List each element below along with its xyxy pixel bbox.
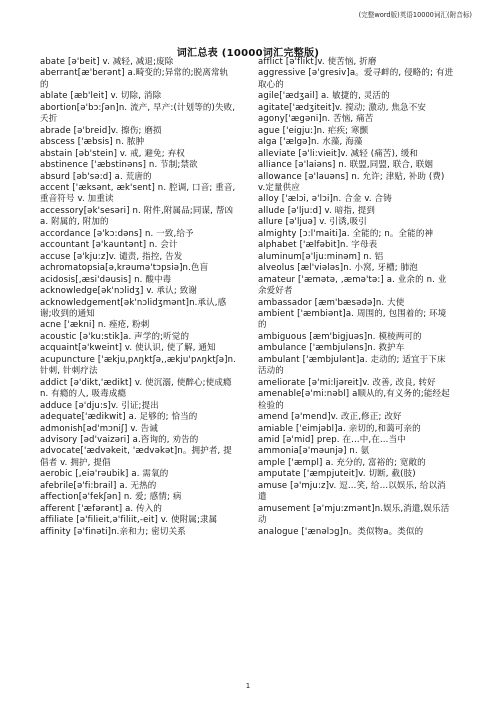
dictionary-entry: ample ['æmpl] a. 充分的, 富裕的; 宽敞的 [258, 457, 426, 468]
dictionary-entry: allude [ə'lju:d] v. 暗指, 提到 [258, 205, 375, 216]
dictionary-entry: amenable[ə'mi:nəbl] a顺从的,有义务的;能经起检验的 [258, 389, 450, 411]
dictionary-entry: accuse [ə'kju:z]v. 谴责, 指控, 告发 [40, 251, 183, 262]
dictionary-entry: alliance [ə'laiəns] n. 联盟,同盟, 联合, 联姻 [258, 160, 434, 171]
dictionary-entry: ambulance ['æmbjuləns]n. 救护车 [258, 343, 405, 354]
dictionary-entry: ambassador [æm'bæsədə]n. 大使 [258, 297, 405, 308]
dictionary-entry: acidosis[,æsi'dəusis] n. 酸中毒 [40, 274, 172, 285]
dictionary-entry: alloy ['ælɔi, ə'lɔi]n. 合金 v. 合铸 [258, 194, 392, 205]
dictionary-entry: abrade [ə'breid]v. 擦伤; 磨损 [40, 125, 162, 136]
dictionary-entry: abstinence ['æbstinəns] n. 节制;禁欲 [40, 160, 198, 171]
dictionary-entry: afferent ['æfərənt] a. 传入的 [40, 503, 163, 514]
dictionary-entry: abate [ə'beit] v. 减轻, 减退;废除 [40, 57, 174, 67]
dictionary-entry: ambient ['æmbiənt]a. 周围的, 包围着的; 环境的 [258, 308, 447, 331]
dictionary-entry: aerobic [,eiə'rəubik] a. 需氧的 [40, 469, 169, 480]
dictionary-entry: allowance [ə'lauəns] n. 允许; 津贴, 补助 (费) v.定量供应 [258, 171, 445, 193]
dictionary-entry: amend [ə'mend]v. 改正,修正; 改好 [258, 412, 402, 423]
dictionary-entry: acne ['ækni] n. 痤疮, 粉刺 [40, 320, 150, 331]
dictionary-entry: adduce [ə'dju:s]v. 引证;提出 [40, 400, 159, 411]
dictionary-entry: amateur ['æmətə, ,æmə'tə:] a. 业余的 n. 业余爱好者 [258, 274, 447, 297]
dictionary-entry: agitate['ædʒiteit]v. 搅动; 激动, 焦急不安 [258, 102, 427, 113]
dictionary-entry: aggressive [ə'gresiv]a。爱寻衅的, 侵略的; 有进取心的 [258, 68, 454, 90]
dictionary-entry: ablate [æb'leit] v. 切除, 消除 [40, 91, 162, 102]
dictionary-entry: ambiguous [æm'bigjuəs]n. 模棱两可的 [258, 331, 422, 342]
dictionary-entry: agony['ægəni]n. 苦恼, 痛苦 [258, 114, 374, 125]
dictionary-entry: alleviate [ə'li:vieit]v. 减轻 (痛苦), 缓和 [258, 148, 419, 159]
dictionary-entry: affection[ə'fekʃən] n. 爱; 感情; 病 [40, 492, 182, 503]
dictionary-entry: acknowledge[ək'nɔlidʒ] v. 承认; 致谢 [40, 286, 198, 297]
dictionary-entry: acknowledgement[ək'nɔlidʒmənt]n.承认,感谢;收到的通知 [40, 297, 227, 319]
dictionary-entry: abscess ['æbsis] n. 脓肿 [40, 137, 145, 148]
dictionary-entry: advisory [əd'vaizəri] a.咨询的, 劝告的 [40, 434, 199, 445]
dictionary-entry: abstain [əb'stein] v. 戒, 避免; 弃权 [40, 148, 185, 159]
dictionary-entry: analogue ['ænəlɔg]n。类似物a。类似的 [258, 526, 424, 537]
running-header: (完整word版)英语10000词汇(附音标) [358, 11, 472, 19]
right-column [258, 57, 454, 538]
dictionary-entry: amiable ['eimjəbl]a. 亲切的,和蔼可亲的 [258, 423, 421, 434]
dictionary-entry: abortion[ə'bɔ:ʃən]n. 流产, 早产:(计划等的)失败,夭折 [40, 102, 236, 125]
dictionary-entry: accountant [ə'kauntənt] n. 会计 [40, 240, 178, 251]
dictionary-entry: advocate['ædvəkeit, 'ædvəkət]n。拥护者, 提倡者 v. 拥护, 提倡 [40, 446, 232, 468]
dictionary-entry: affinity [ə'finəti]n.亲和力; 密切关系 [40, 526, 186, 537]
dictionary-entry: accordance [ə'kɔ:dəns] n. 一致,给予 [40, 228, 194, 239]
dictionary-entry: ague ['eigju:]n. 疟疾; 寒颤 [258, 125, 369, 136]
dictionary-entry: afebrile[ə'fi:brail] a. 无热的 [40, 480, 157, 491]
dictionary-entry: alga ['ælgə]n. 水藻, 海藻 [258, 137, 363, 148]
dictionary-entry: achromatopsia[ə,krəumə'tɔpsiə]n.色盲 [40, 263, 209, 274]
dictionary-entry: acoustic [ə'ku:stik]a. 声学的;听觉的 [40, 331, 190, 342]
dictionary-entry: ammonia[ə'məunjə] n. 氨 [258, 446, 370, 457]
document-title: 词汇总表 (10000词汇完整版) [176, 48, 320, 59]
dictionary-entry: accent ['æksənt, æk'sent] n. 腔调, 口音; 重音, 重音符号 v. 加重读 [40, 182, 236, 205]
left-column [40, 57, 236, 538]
dictionary-entry: allure [ə'ljuə] v. 引诱,吸引 [258, 217, 367, 228]
dictionary-entry: acupuncture ['ækjuˌpʌŋktʃə,,ækju'pʌŋktʃə]n. 针刺, 针刺疗法 [40, 354, 236, 377]
dictionary-entry: admonish[əd'mɔniʃ] v. 告诫 [40, 423, 158, 434]
dictionary-entry: ambulant ['æmbjulənt]a. 走动的; 适宜于下床活动的 [258, 354, 446, 377]
dictionary-entry: afflict [ə'flikt]v. 使苦恼, 折磨 [258, 57, 377, 67]
dictionary-entry: affiliate [ə'filieit,ə'filiit,-eit] v. 使附属;隶属 [40, 515, 218, 526]
dictionary-entry: almighty [ɔ:l'maiti]a. 全能的; n。全能的神 [258, 228, 434, 239]
dictionary-entry: amid [ə'mid] prep. 在…中,在…当中 [258, 434, 406, 445]
dictionary-entry: aluminum[ə'lju:minəm] n. 铝 [258, 251, 384, 262]
dictionary-entry: agile['ædʒail] a. 敏捷的, 灵活的 [258, 91, 390, 102]
dictionary-entry: ameliorate [ə'mi:ljəreit]v. 改善, 改良, 转好 [258, 377, 436, 388]
dictionary-entry: absurd [əb'sə:d] a. 荒唐的 [40, 171, 152, 182]
dictionary-entry: amuse [ə'mju:z]v. 逗…笑, 给…以娱乐, 给以消遣 [258, 480, 446, 503]
dictionary-entry: alveolus [æl'viələs]n. 小窝, 牙槽; 肺泡 [258, 263, 418, 274]
page-number: 1 [245, 682, 251, 690]
dictionary-entry: accessory[ək'sesəri] n. 附件,附属品;同谋, 帮凶 a. 附属的, 附加的 [40, 205, 234, 228]
dictionary-entry: alphabet ['ælfəbit]n. 字母表 [258, 240, 378, 251]
dictionary-entry: aberrant[æ'berənt] a.畸变的;异常的;脱离常轨的 [40, 68, 229, 90]
dictionary-entry: addict [ə'dikt,'ædikt] v. 使沉溺, 使醉心;使成瘾 n. 有瘾的人, 吸毒成瘾 [40, 377, 232, 400]
dictionary-entry: acquaint[ə'kweint] v. 使认识, 使了解, 通知 [40, 343, 216, 354]
dictionary-entry: amputate ['æmpjuteit]v. 切断, 截(肢) [258, 469, 416, 480]
dictionary-entry: adequate['ædikwit] a. 足够的; 恰当的 [40, 412, 198, 423]
dictionary-entry: amusement [ə'mju:zmənt]n.娱乐,消遣,娱乐活动 [258, 503, 450, 526]
